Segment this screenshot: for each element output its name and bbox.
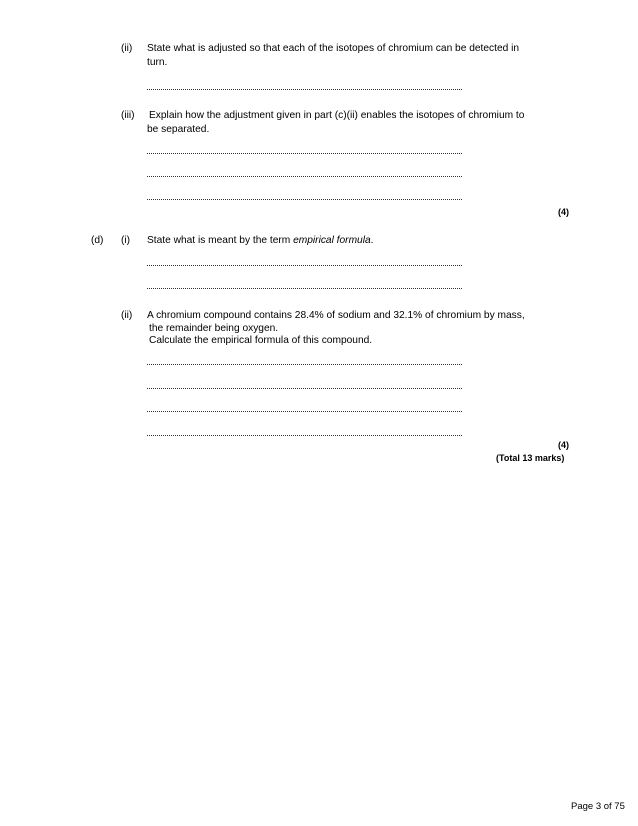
- answer-line[interactable]: [147, 176, 462, 177]
- question-text-d-ii-line3: Calculate the empirical formula of this compound.: [149, 335, 373, 346]
- question-text-d-i-end: .: [370, 235, 374, 246]
- answer-line[interactable]: [147, 411, 462, 412]
- page-number: Page 3 of 75: [571, 801, 625, 812]
- total-marks-label: (Total 13 marks): [496, 453, 565, 463]
- question-text-d-ii-line2: the remainder being oxygen.: [149, 323, 279, 334]
- question-text-c-ii-line1: State what is adjusted so that each of the isotopes of chromium can be detected in: [147, 43, 520, 54]
- answer-line[interactable]: [147, 89, 462, 90]
- answer-line[interactable]: [147, 388, 462, 389]
- term-empirical-formula: empirical formula: [293, 235, 371, 246]
- marks-label: (4): [558, 207, 569, 217]
- question-number-c-ii: (ii): [121, 43, 133, 54]
- question-text-c-iii-line1: Explain how the adjustment given in part (c)(ii) enables the isotopes of chromium to: [149, 110, 525, 121]
- marks-label: (4): [558, 440, 569, 450]
- question-text-d-ii-line1: A chromium compound contains 28.4% of sodium and 32.1% of chromium by mass,: [147, 310, 525, 321]
- answer-line[interactable]: [147, 199, 462, 200]
- answer-line[interactable]: [147, 153, 462, 154]
- answer-line[interactable]: [147, 265, 462, 266]
- question-text-c-ii-line2: turn.: [147, 57, 168, 68]
- question-text-d-i-lead: State what is meant by the term: [147, 235, 294, 246]
- question-part-d: (d): [91, 235, 104, 246]
- question-number-d-ii: (ii): [121, 310, 133, 321]
- answer-line[interactable]: [147, 364, 462, 365]
- question-number-c-iii: (iii): [121, 110, 135, 121]
- answer-line[interactable]: [147, 435, 462, 436]
- question-text-c-iii-line2: be separated.: [147, 124, 210, 135]
- answer-line[interactable]: [147, 288, 462, 289]
- question-number-d-i: (i): [121, 235, 131, 246]
- question-text-d-i: [147, 235, 374, 246]
